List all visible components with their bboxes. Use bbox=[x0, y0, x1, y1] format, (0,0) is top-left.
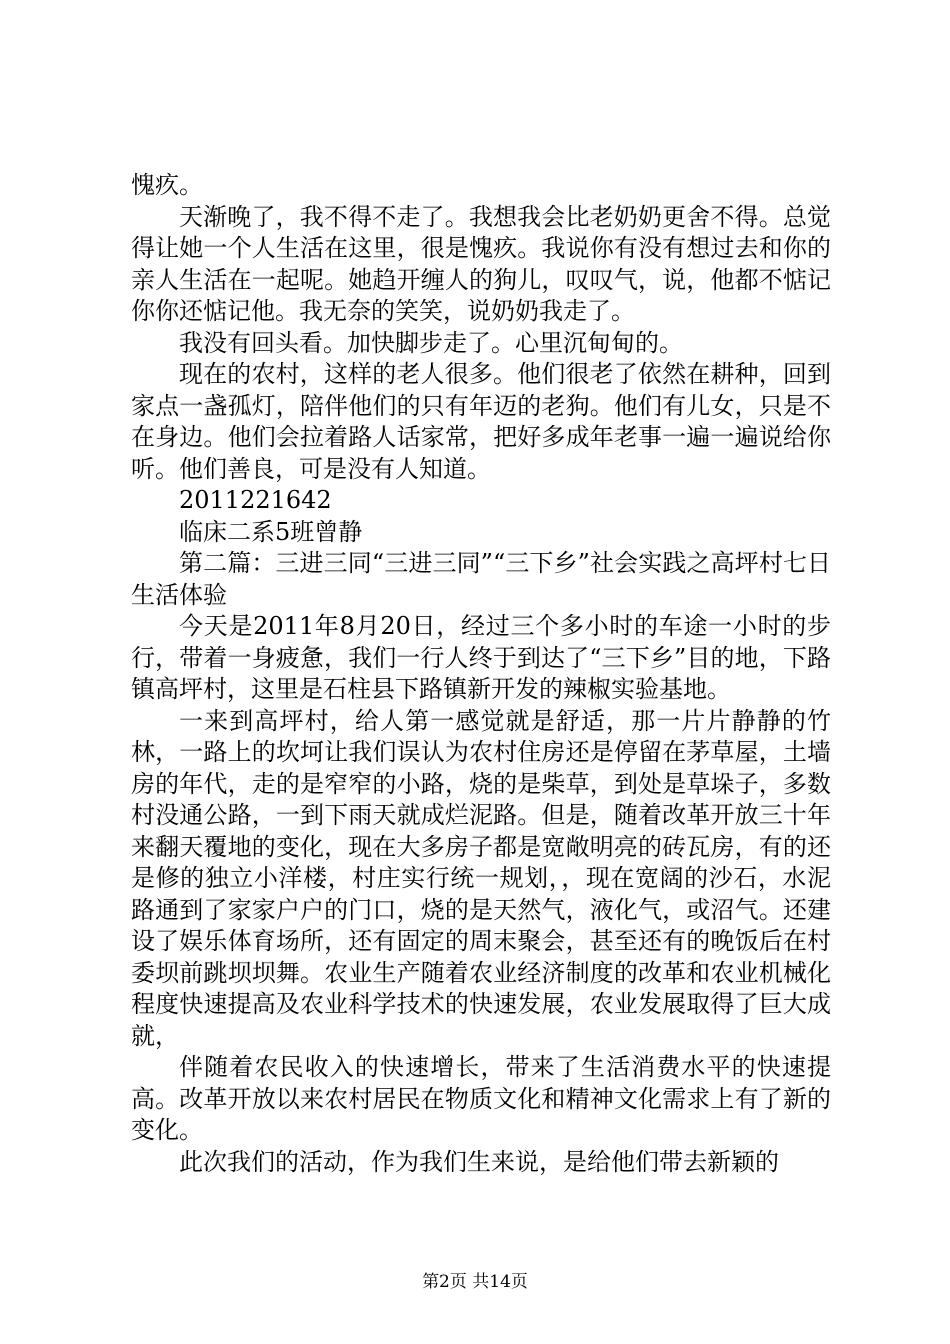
paragraph: 此次我们的活动，作为我们生来说，是给他们带去新颖的 bbox=[179, 1147, 779, 1176]
paragraph: 愧疚。 bbox=[131, 171, 203, 199]
paragraph: 现在的农村，这样的老人很多。他们很老了依然在耕种，回到家点一盏孤灯，陪伴他们的只有年迈的老狗。他们有儿女，只是不在身边。他们会拉着路人话家常，把好多成年老事一遍一遍说给你听。他们善良，可是没有人知道。 bbox=[131, 360, 831, 483]
paragraph-author: 临床二系5班曾静 bbox=[179, 517, 363, 546]
paragraph-id-number: 2011221642 bbox=[179, 486, 332, 514]
paragraph: 今天是2011年8月20日，经过三个多小时的车途一小时的步行，带着一身疲惫，我们一行人终于到达了“三下乡”目的地，下路镇高坪村，这里是石柱县下路镇新开发的辣椒实验基地。 bbox=[131, 612, 831, 703]
section-heading: 第二篇：三进三同“三进三同”“三下乡”社会实践之高坪村七日生活体验 bbox=[131, 549, 831, 609]
paragraph: 我没有回头看。加快脚步走了。心里沉甸甸的。 bbox=[179, 328, 683, 357]
paragraph: 伴随着农民收入的快速增长，带来了生活消费水平的快速提高。改革开放以来农村居民在物质文化和精神文化需求上有了新的变化。 bbox=[131, 1053, 831, 1144]
page-number-footer: 第2页 共14页 bbox=[422, 1272, 528, 1292]
paragraph: 天渐晚了，我不得不走了。我想我会比老奶奶更舍不得。总觉得让她一个人生活在这里，很是愧疚。我说你有没有想过去和你的亲人生活在一起呢。她趋开缠人的狗儿，叹叹气，说，他都不惦记你你还惦记他。我无奈的笑笑，说奶奶我走了。 bbox=[131, 202, 831, 325]
document-body bbox=[131, 170, 831, 1178]
paragraph: 一来到高坪村，给人第一感觉就是舒适，那一片片静静的竹林，一路上的坎坷让我们误认为农村住房还是停留在茅草屋，土墙房的年代，走的是窄窄的小路，烧的是柴草，到处是草垛子，多数村没通公路，一到下雨天就成烂泥路。但是，随着改革开放三十年来翻天覆地的变化，现在大多房子都是宽敞明亮的砖瓦房，有的还是修的独立小洋楼，村庄实行统一规划，，现在宽阔的沙石，水泥路通到了家家户户的门口，烧的是天然气，液化气，或沼气。还建设了娱乐体育场所，还有固定的周末聚会，甚至还有的晚饭后在村委坝前跳坝坝舞。农业生产随着农业经济制度的改革和农业机械化程度快速提高及农业科学技术的快速发展，农业发展取得了巨大成就， bbox=[131, 706, 831, 1050]
